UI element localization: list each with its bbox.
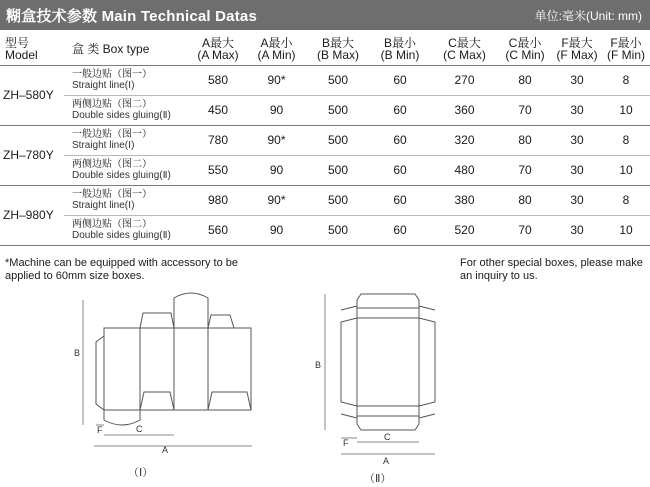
fig1-label-a: A <box>162 445 169 455</box>
value-cell: 30 <box>552 215 602 245</box>
fig2-label-f: F <box>343 438 349 448</box>
value-cell: 60 <box>369 155 431 185</box>
value-cell: 320 <box>431 125 498 155</box>
value-cell: 550 <box>190 155 246 185</box>
header-bar <box>0 0 650 30</box>
value-cell: 500 <box>307 155 369 185</box>
figure-2-caption: （Ⅱ） <box>364 473 392 485</box>
value-cell: 70 <box>498 215 552 245</box>
value-cell: 500 <box>307 125 369 155</box>
box-type: 两侧边贴（图二） Double sides gluing(Ⅱ) <box>64 215 190 245</box>
value-cell: 90* <box>246 65 307 95</box>
value-cell: 580 <box>190 65 246 95</box>
fig1-label-c: C <box>136 424 143 434</box>
value-cell: 360 <box>431 95 498 125</box>
column-header: C最大 (C Max) <box>431 33 498 65</box>
value-cell: 80 <box>498 125 552 155</box>
value-cell: 270 <box>431 65 498 95</box>
value-cell: 30 <box>552 155 602 185</box>
fig2-label-a: A <box>383 456 390 466</box>
fig2-label-b: B <box>315 360 322 370</box>
value-cell: 10 <box>602 95 650 125</box>
model-name: ZH–780Y <box>0 125 64 185</box>
value-cell: 90 <box>246 155 307 185</box>
table-header-row <box>0 33 650 65</box>
fig2-label-c: C <box>384 432 391 442</box>
column-header: F最小 (F Min) <box>602 33 650 65</box>
value-cell: 980 <box>190 185 246 215</box>
column-header: A最大 (A Max) <box>190 33 246 65</box>
technical-data-table <box>0 33 650 246</box>
box-type: 两侧边贴（图二） Double sides gluing(Ⅱ) <box>64 95 190 125</box>
value-cell: 70 <box>498 155 552 185</box>
table-row <box>0 155 650 185</box>
value-cell: 500 <box>307 65 369 95</box>
value-cell: 500 <box>307 185 369 215</box>
value-cell: 30 <box>552 95 602 125</box>
table-row <box>0 215 650 245</box>
unit-label: 单位:毫米(Unit: mm) <box>534 8 642 23</box>
table-row <box>0 185 650 215</box>
value-cell: 480 <box>431 155 498 185</box>
model-name: ZH–580Y <box>0 65 64 125</box>
page-title: 糊盒技术参数 Main Technical Datas <box>6 7 258 25</box>
box-diagrams <box>0 280 650 487</box>
value-cell: 80 <box>498 185 552 215</box>
column-header: B最大 (B Max) <box>307 33 369 65</box>
value-cell: 90* <box>246 185 307 215</box>
value-cell: 90* <box>246 125 307 155</box>
table-row <box>0 125 650 155</box>
value-cell: 60 <box>369 185 431 215</box>
value-cell: 8 <box>602 125 650 155</box>
table-row <box>0 65 650 95</box>
value-cell: 8 <box>602 185 650 215</box>
value-cell: 560 <box>190 215 246 245</box>
value-cell: 380 <box>431 185 498 215</box>
box-type: 一般边贴（图一） Straight line(Ⅰ) <box>64 65 190 95</box>
box-type: 一般边贴（图一） Straight line(Ⅰ) <box>64 185 190 215</box>
value-cell: 780 <box>190 125 246 155</box>
figure-1-dieline <box>83 293 252 446</box>
figure-1-caption: （Ⅰ） <box>128 467 154 479</box>
value-cell: 10 <box>602 155 650 185</box>
accessory-note: *Machine can be equipped with accessory to be applied to 60mm size boxes. <box>5 257 238 282</box>
value-cell: 60 <box>369 65 431 95</box>
value-cell: 10 <box>602 215 650 245</box>
value-cell: 60 <box>369 95 431 125</box>
column-header: 型号 Model <box>0 33 64 65</box>
value-cell: 500 <box>307 95 369 125</box>
value-cell: 30 <box>552 125 602 155</box>
value-cell: 60 <box>369 125 431 155</box>
box-type: 一般边贴（图一） Straight line(Ⅰ) <box>64 125 190 155</box>
value-cell: 90 <box>246 95 307 125</box>
table-row <box>0 95 650 125</box>
column-header: F最大 (F Max) <box>552 33 602 65</box>
value-cell: 520 <box>431 215 498 245</box>
value-cell: 70 <box>498 95 552 125</box>
fig1-label-f: F <box>97 425 103 435</box>
figure-2-dieline <box>325 294 435 454</box>
column-header: 盒 类 Box type <box>64 33 190 65</box>
value-cell: 90 <box>246 215 307 245</box>
column-header: B最小 (B Min) <box>369 33 431 65</box>
value-cell: 8 <box>602 65 650 95</box>
value-cell: 450 <box>190 95 246 125</box>
value-cell: 500 <box>307 215 369 245</box>
column-header: C最小 (C Min) <box>498 33 552 65</box>
value-cell: 80 <box>498 65 552 95</box>
model-name: ZH–980Y <box>0 185 64 245</box>
column-header: A最小 (A Min) <box>246 33 307 65</box>
value-cell: 30 <box>552 185 602 215</box>
value-cell: 60 <box>369 215 431 245</box>
inquiry-note: For other special boxes, please make an inquiry to us. <box>460 257 643 282</box>
value-cell: 30 <box>552 65 602 95</box>
box-type: 两侧边贴（图二） Double sides gluing(Ⅱ) <box>64 155 190 185</box>
fig1-label-b: B <box>74 348 81 358</box>
